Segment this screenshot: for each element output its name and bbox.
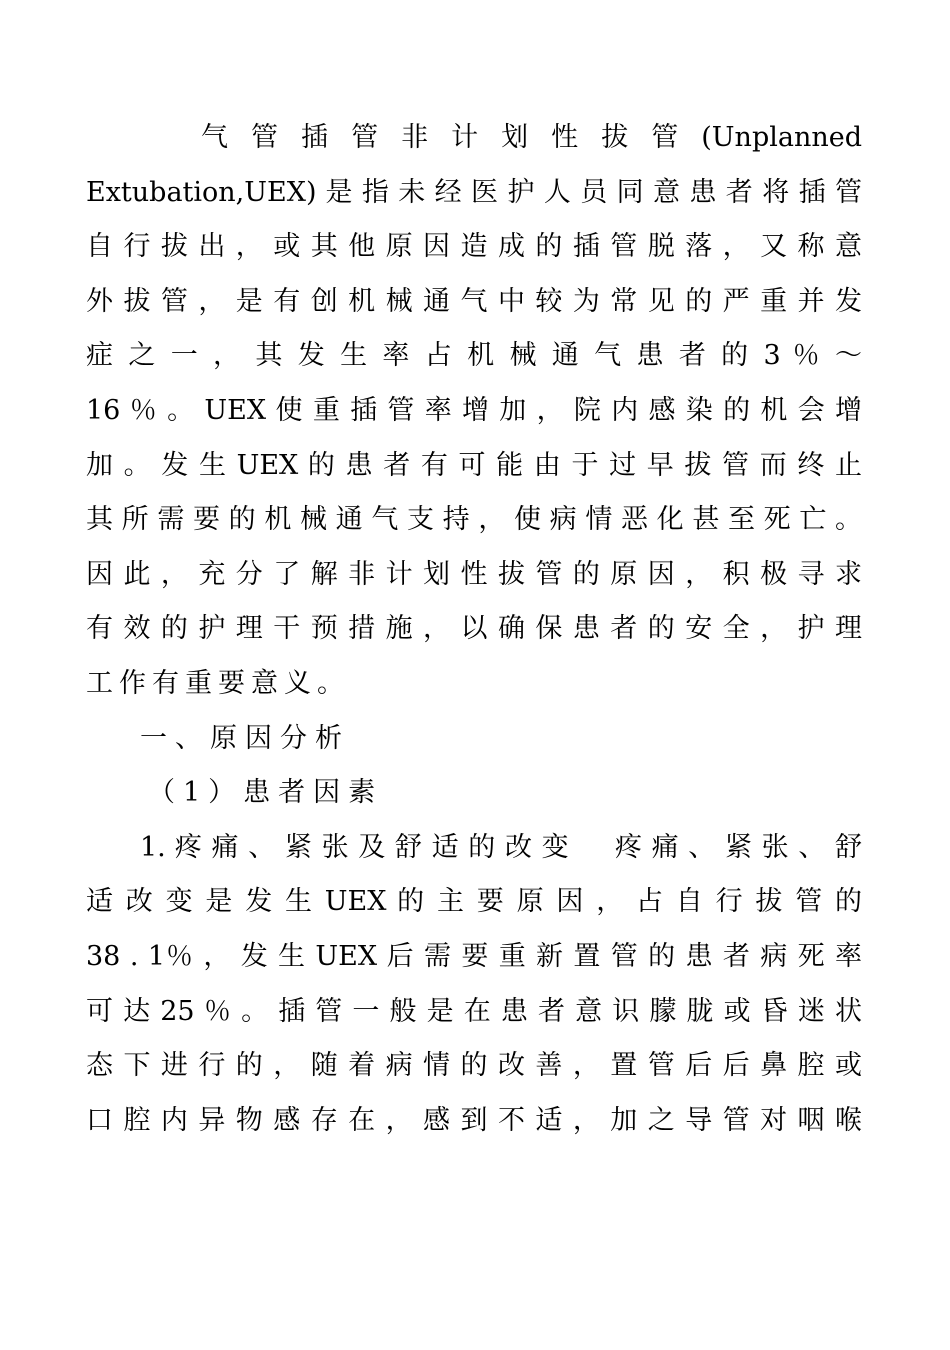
text-line: 因 此 ， 充 分 了 解 非 计 划 性 拔 管 的 原 因 ， 积 极 寻 求 <box>86 558 862 590</box>
text-line: 自 行 拔 出 ， 或 其 他 原 因 造 成 的 插 管 脱 落 ， 又 称 意 <box>86 231 862 263</box>
text-line: 适 改 变 是 发 生 UEX 的 主 要 原 因 ， 占 自 行 拔 管 的 <box>86 886 862 918</box>
text-line: 症 之 一 ， 其 发 生 率 占 机 械 通 气 患 者 的 3 ％ ～ <box>86 340 862 372</box>
text-line: 气 管 插 管 非 计 划 性 拔 管 (Unplanned <box>201 122 862 153</box>
text-line: 加 。 发 生 UEX 的 患 者 有 可 能 由 于 过 早 拔 管 而 终 止 <box>86 449 862 481</box>
text-line: 1. 疼 痛 、 紧 张 及 舒 适 的 改 变 疼 痛 、 紧 张 、 舒 <box>140 831 862 863</box>
text-line: Extubation,UEX) 是 指 未 经 医 护 人 员 同 意 患 者 将 插 管 <box>86 176 862 208</box>
subsection-heading: （1）患者因素 <box>148 777 384 809</box>
text-line: 38 . 1％ ， 发 生 UEX 后 需 要 重 新 置 管 的 患 者 病 死 率 <box>86 940 862 972</box>
text-line: 其 所 需 要 的 机 械 通 气 支 持 ， 使 病 情 恶 化 甚 至 死 亡 。 <box>86 504 862 536</box>
text-line: 可 达 25 ％ 。 插 管 一 般 是 在 患 者 意 识 朦 胧 或 昏 迷 状 <box>86 995 862 1027</box>
section-heading: 一、原因分析 <box>140 722 350 754</box>
text-line: 态 下 进 行 的 ， 随 着 病 情 的 改 善 ， 置 管 后 后 鼻 腔 或 <box>86 1050 862 1082</box>
text-line: 有 效 的 护 理 干 预 措 施 ， 以 确 保 患 者 的 安 全 ， 护 理 <box>86 613 862 645</box>
text-line: 16 ％ 。 UEX 使 重 插 管 率 增 加 ， 院 内 感 染 的 机 会 增 <box>86 394 862 426</box>
text-line: 口 腔 内 异 物 感 存 在 ， 感 到 不 适 ， 加 之 导 管 对 咽 喉 <box>86 1104 862 1136</box>
text-line: 外 拔 管 ， 是 有 创 机 械 通 气 中 较 为 常 见 的 严 重 并 发 <box>86 285 862 317</box>
text-line: 工作有重要意义。 <box>86 667 350 699</box>
document-page <box>86 111 862 1148</box>
